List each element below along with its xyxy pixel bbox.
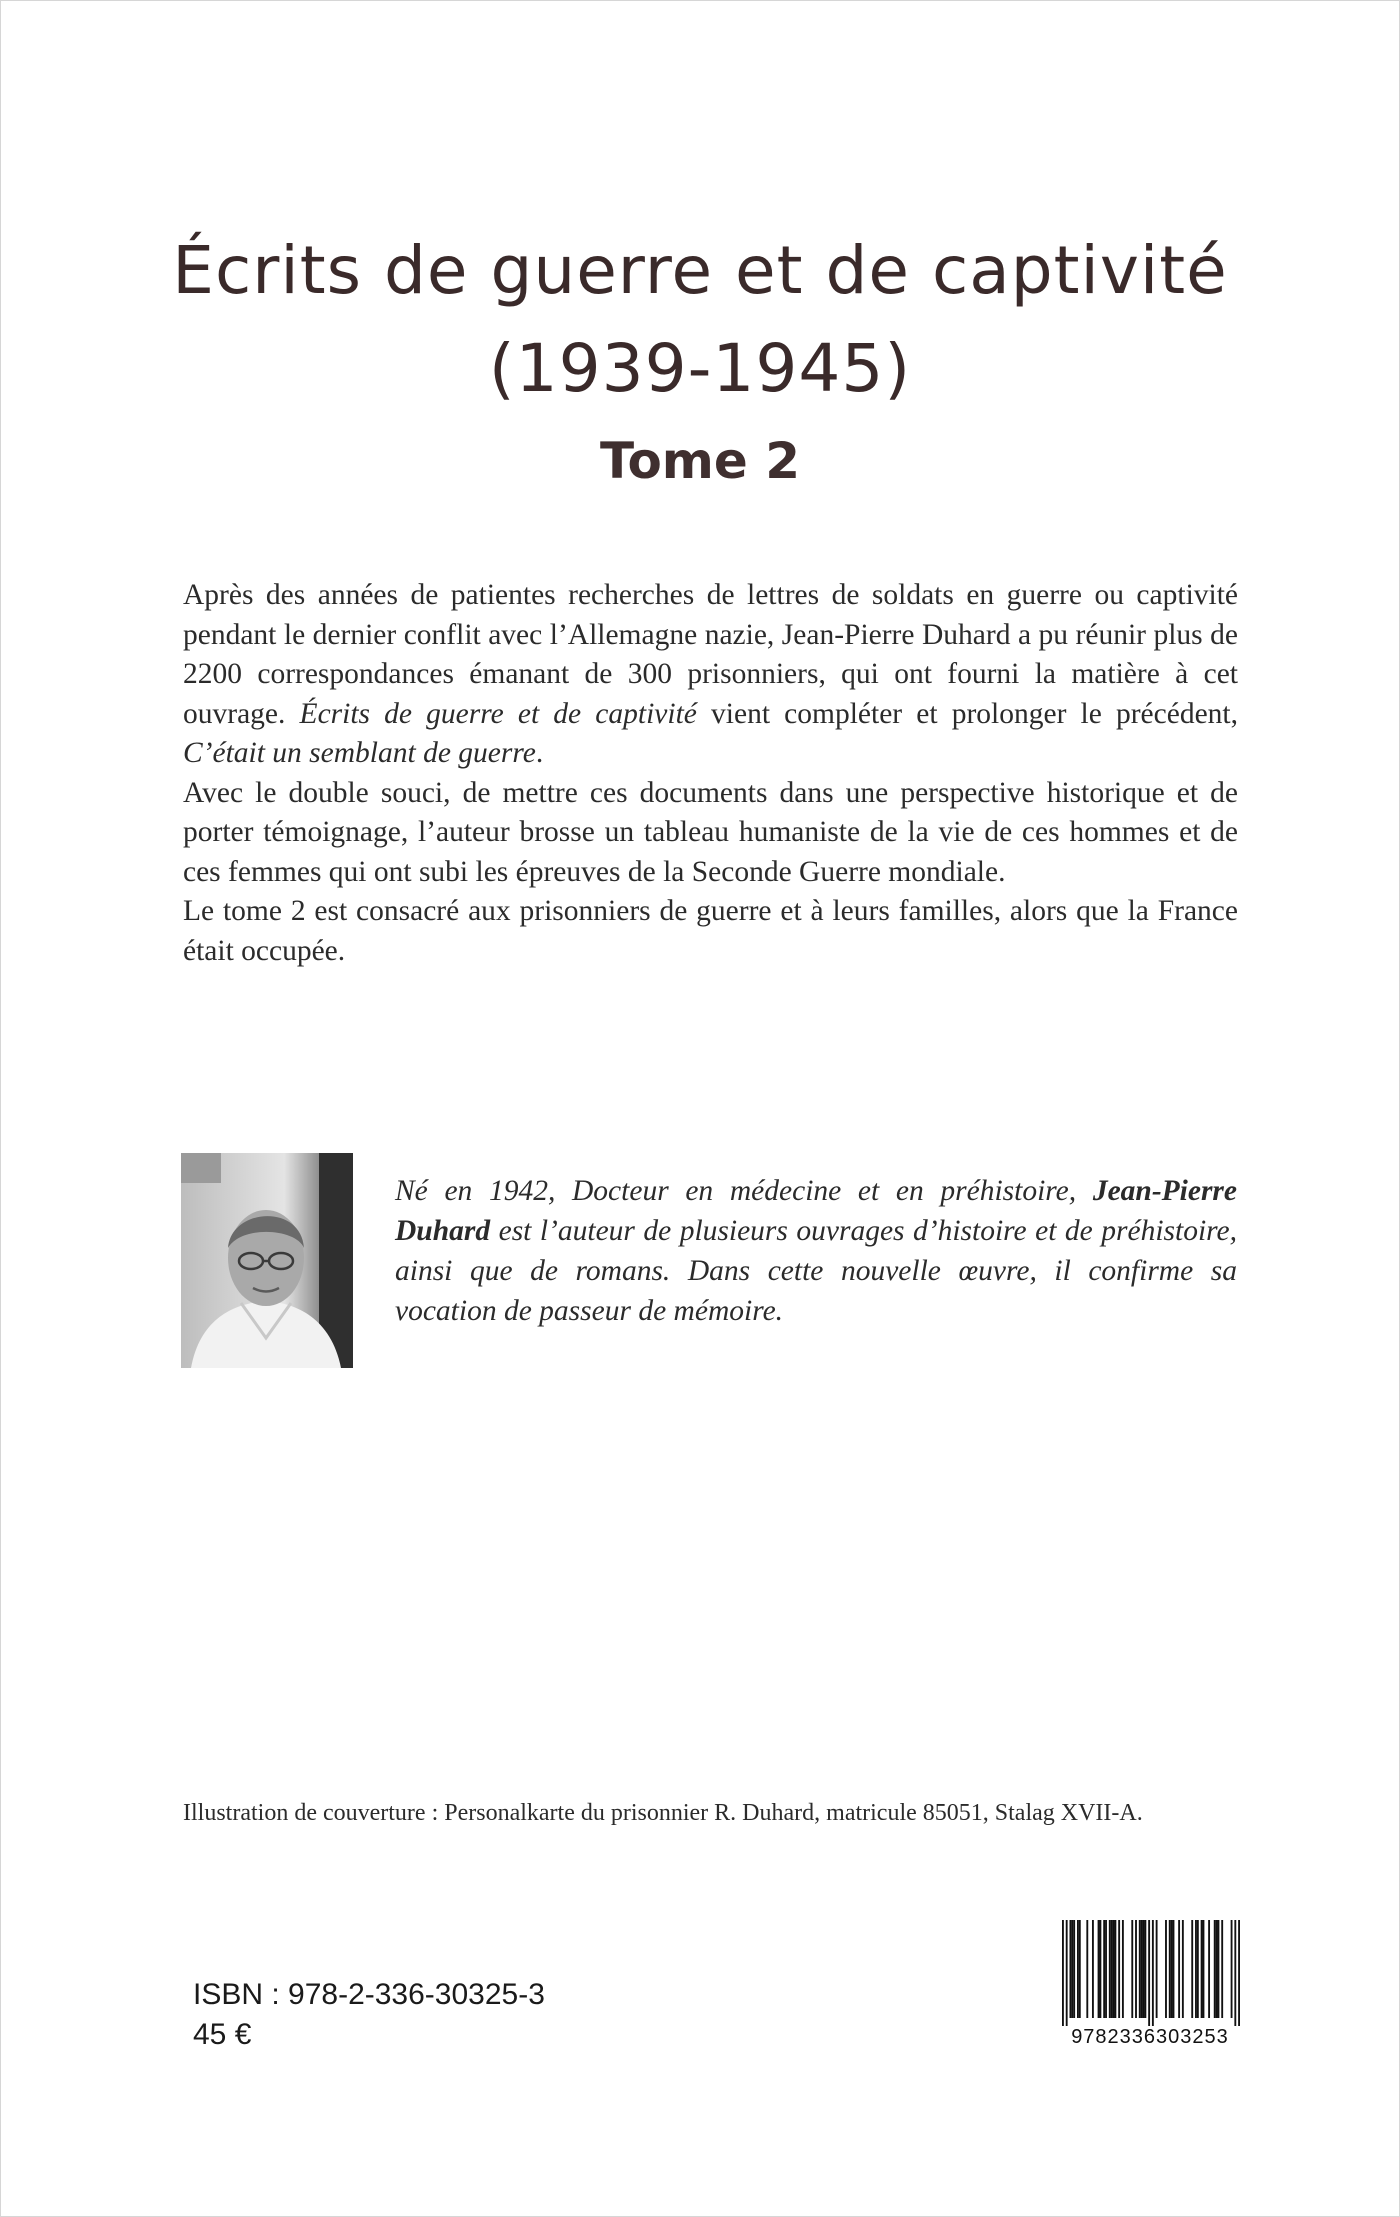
- barcode-bar: [1165, 1920, 1167, 2018]
- barcode-number: 9782336303253: [1071, 2026, 1229, 2048]
- barcode-bar: [1143, 1920, 1145, 2018]
- barcode: [1062, 1920, 1240, 2026]
- blurb-paragraph: Après des années de patientes recherches de lettres de soldats en guerre ou captivité pendant le dernier conflit avec l’Allemagne nazie, Jean-Pierre Duhard a pu réunir plus de 2200 correspondances émanant de 300 prisonniers, qui ont fourni la matière à cet ouvrage. Écrits de guerre et de captivité vient compléter et prolonger le précédent, C’était un semblant de guerre.: [183, 579, 1239, 769]
- barcode-bar: [1118, 1920, 1120, 2018]
- barcode-bar: [1201, 1920, 1203, 2018]
- book-title-dates: (1939-1945): [488, 330, 912, 407]
- barcode-bar: [1113, 1920, 1115, 2018]
- barcode-bar: [1077, 1920, 1079, 2018]
- barcode-bar: [1092, 1920, 1094, 2018]
- barcode-bar: [1218, 1920, 1220, 2018]
- barcode-bar: [1111, 1920, 1113, 2018]
- barcode-bar: [1173, 1920, 1175, 2018]
- blurb-paragraph: Avec le double souci, de mettre ces documents dans une perspective historique et de porter témoignage, l’auteur brosse un tableau humaniste de la vie de ces hommes et de ces femmes qui ont subi les épreuves de la Seconde Guerre mondiale.: [183, 776, 1238, 888]
- barcode-bar: [1171, 1920, 1173, 2018]
- previous-book-ref: C’était un semblant de guerre: [183, 737, 536, 769]
- barcode-bar: [1109, 1920, 1111, 2018]
- barcode-bar: [1238, 1920, 1240, 2026]
- volume-label: Tome 2: [599, 432, 801, 490]
- book-title-ref: Écrits de guerre et de captivité: [299, 697, 697, 730]
- barcode-bar: [1148, 1920, 1150, 2026]
- barcode-bar: [1152, 1920, 1154, 2026]
- barcode-bar: [1066, 1920, 1068, 2026]
- barcode-bar: [1203, 1920, 1205, 2018]
- author-photo: [181, 1153, 353, 1368]
- barcode-bar: [1234, 1920, 1236, 2026]
- price: 45 €: [193, 2018, 252, 2051]
- barcode-bar: [1071, 1920, 1073, 2018]
- barcode-bar: [1156, 1920, 1158, 2018]
- author-portrait-image: [181, 1153, 353, 1368]
- book-title: Écrits de guerre et de captivité: [172, 232, 1228, 309]
- barcode-bar: [1216, 1920, 1218, 2018]
- barcode-bar: [1208, 1920, 1210, 2018]
- barcode-bar: [1105, 1920, 1107, 2018]
- barcode-bar: [1169, 1920, 1171, 2018]
- barcode-bar: [1182, 1920, 1184, 2018]
- cover-illustration-credit: Illustration de couverture : Personalkarte du prisonnier R. Duhard, matricule 85051, Stalag XVII-A.: [183, 1800, 1143, 1826]
- barcode-bar: [1197, 1920, 1199, 2018]
- barcode-bar: [1195, 1920, 1197, 2018]
- barcode-bar: [1062, 1920, 1064, 2026]
- isbn: ISBN : 978-2-336-30325-3: [193, 1978, 545, 2011]
- barcode-bar: [1073, 1920, 1075, 2018]
- barcode-bar: [1139, 1920, 1141, 2018]
- barcode-bar: [1122, 1920, 1124, 2018]
- barcode-bar: [1191, 1920, 1193, 2018]
- barcode-bar: [1079, 1920, 1081, 2018]
- barcode-bar: [1131, 1920, 1133, 2018]
- barcode-bar: [1086, 1920, 1088, 2018]
- barcode-bar: [1231, 1920, 1233, 2018]
- author-bio: Né en 1942, Docteur en médecine et en préhistoire, Jean-Pierre Duhard est l’auteur de plusieurs ouvrages d’histoire et de préhistoire, ainsi que de romans. Dans cette nouvelle œuvre, il confirme sa vocation de passeur de mémoire.: [395, 1175, 1237, 1327]
- back-cover-blurb: [183, 576, 1238, 971]
- barcode-bar: [1098, 1920, 1100, 2018]
- author-name: Jean-Pierre Duhard: [395, 1175, 1237, 1247]
- barcode-bar: [1214, 1920, 1216, 2018]
- barcode-bar: [1141, 1920, 1143, 2018]
- barcode-bar: [1178, 1920, 1180, 2018]
- barcode-bar: [1144, 1920, 1146, 2018]
- barcode-bar: [1135, 1920, 1137, 2018]
- barcode-bar: [1103, 1920, 1105, 2018]
- barcode-bar: [1069, 1920, 1071, 2018]
- barcode-bar: [1114, 1920, 1116, 2018]
- blurb-paragraph: Le tome 2 est consacré aux prisonniers de guerre et à leurs familles, alors que la France était occupée.: [183, 895, 1238, 967]
- barcode-bar: [1099, 1920, 1101, 2018]
- barcode-bar: [1221, 1920, 1223, 2018]
